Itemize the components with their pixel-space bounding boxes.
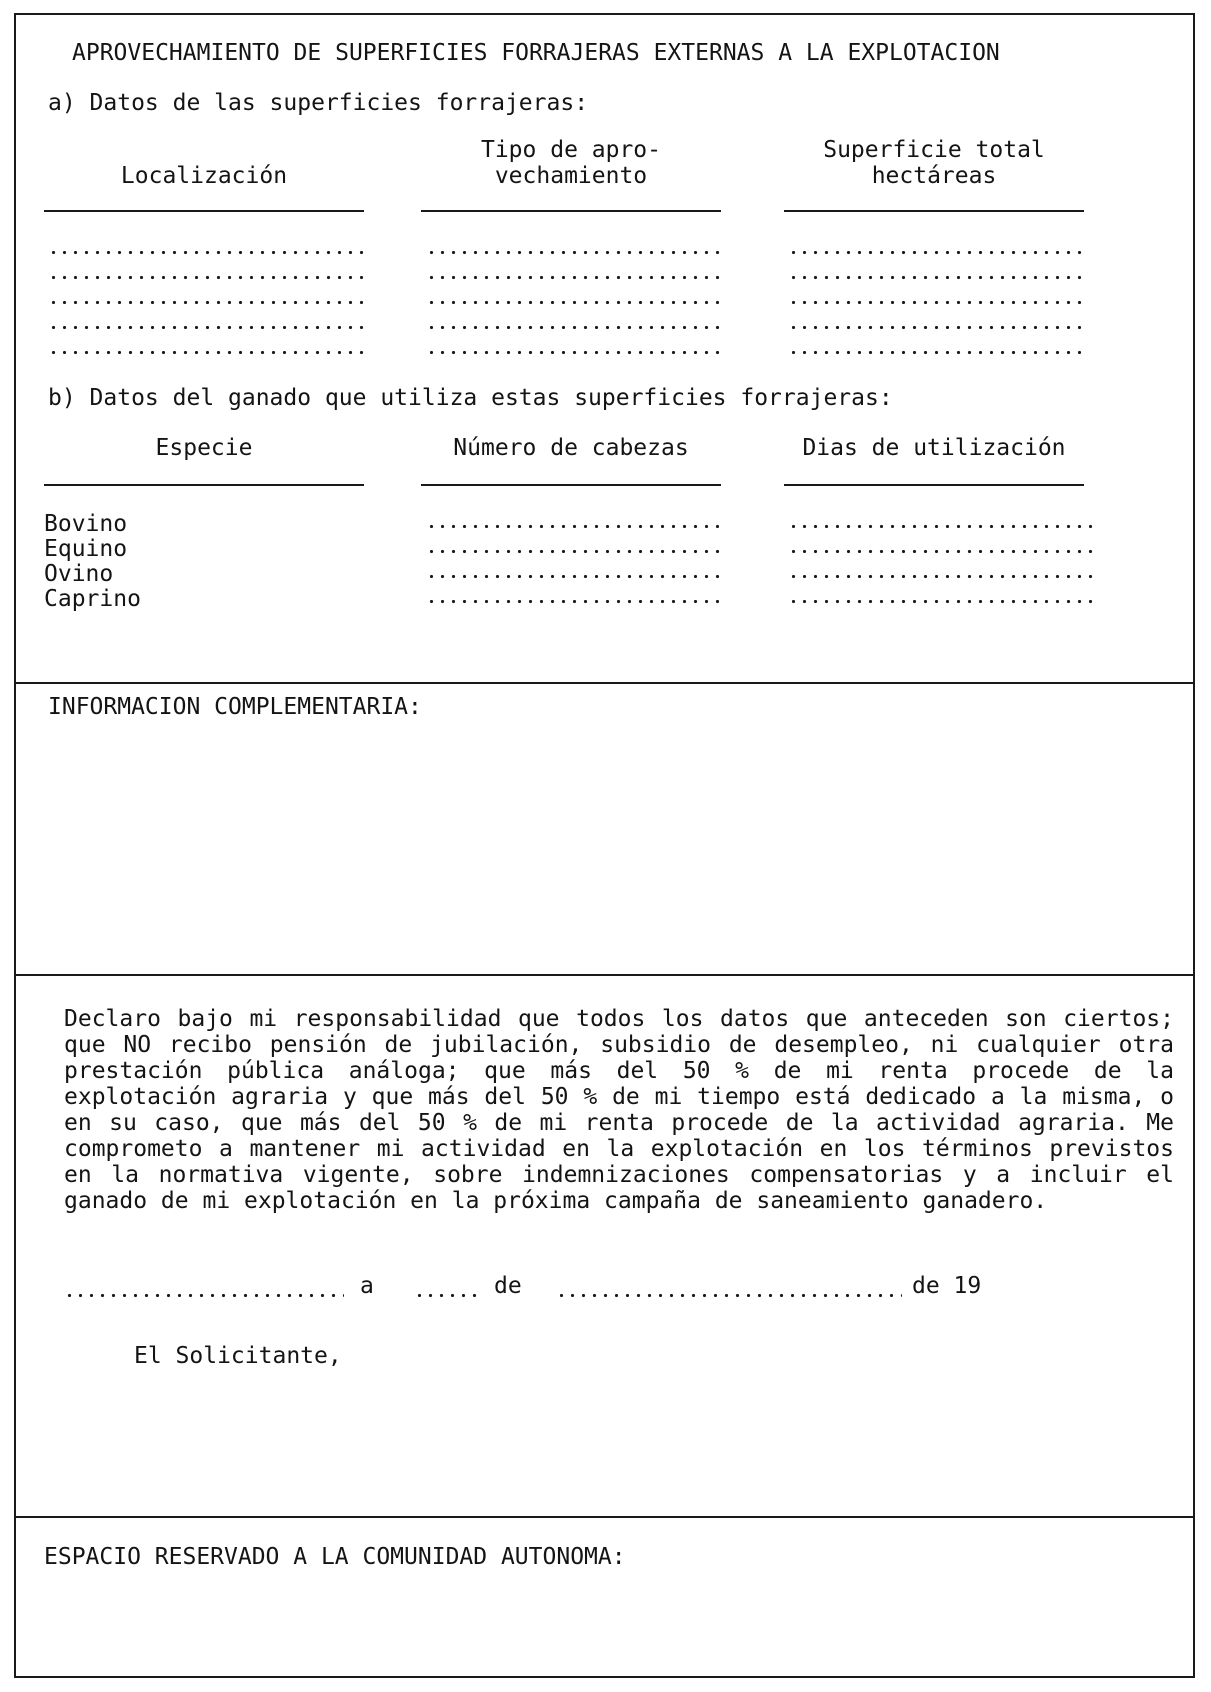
- surface-blank-col-2: [426, 350, 720, 355]
- livestock-blank-col-1: [426, 599, 720, 604]
- date-connector-a: a: [360, 1273, 374, 1299]
- surface-blank-col-2: [426, 250, 720, 255]
- column-header-localizacion: Localización: [120, 163, 288, 189]
- surface-blank-col-1: [48, 275, 366, 280]
- month-blank: [556, 1293, 902, 1298]
- species-bovino: Bovino: [44, 511, 128, 537]
- species-caprino: Caprino: [44, 586, 141, 612]
- reserved-section: [16, 1518, 1193, 1676]
- header-rule: [784, 484, 1084, 486]
- column-header-especie: Especie: [155, 435, 253, 461]
- day-blank: [414, 1293, 482, 1298]
- forage-section-title: APROVECHAMIENTO DE SUPERFICIES FORRAJERAS EXTERNAS A LA EXPLOTACION: [72, 40, 1000, 66]
- declaration-text: Declaro bajo mi responsabilidad que todos los datos que anteceden son ciertos; que NO recibo pensión de jubilación, subsidio de desempleo, ni cualquier otra prestación pública análoga; que más del 50 % de mi renta procede de la explotación agraria y que más del 50 % de mi tiempo está dedicado a la misma, o en su caso, que más del 50 % de mi renta procede de la actividad agraria. Me comprometo a mantener mi actividad en la explotación en los términos previstos en la normativa vigente, sobre indemnizaciones compensatorias y a incluir el ganado de mi explotación en la próxima campaña de saneamiento ganadero.: [64, 1006, 1174, 1214]
- header-rule: [44, 210, 364, 212]
- livestock-blank-col-2: [788, 599, 1098, 604]
- form: [14, 13, 1195, 1678]
- surface-blank-col-3: [788, 250, 1086, 255]
- surface-blank-col-3: [788, 300, 1086, 305]
- livestock-blank-col-2: [788, 549, 1098, 554]
- part-b-label: b) Datos del ganado que utiliza estas superficies forrajeras:: [48, 385, 893, 411]
- livestock-blank-col-2: [788, 574, 1098, 579]
- header-rule: [784, 210, 1084, 212]
- surface-blank-col-2: [426, 300, 720, 305]
- header-rule: [44, 484, 364, 486]
- header-rule: [421, 484, 721, 486]
- place-blank: [64, 1293, 344, 1298]
- header-rule: [421, 210, 721, 212]
- part-a-label: a) Datos de las superficies forrajeras:: [48, 90, 589, 116]
- surface-blank-col-1: [48, 325, 366, 330]
- livestock-blank-col-1: [426, 524, 720, 529]
- livestock-blank-col-1: [426, 574, 720, 579]
- date-connector-de: de: [494, 1273, 522, 1299]
- complementary-info-section: [16, 684, 1193, 976]
- forage-section: [16, 15, 1193, 684]
- column-header-dias-utilizacion: Dias de utilización: [802, 435, 1066, 461]
- surface-blank-col-2: [426, 325, 720, 330]
- livestock-blank-col-2: [788, 524, 1098, 529]
- date-year-prefix: de 19: [912, 1273, 982, 1299]
- surface-blank-col-3: [788, 325, 1086, 330]
- column-header-superficie-total: Superficie total hectáreas: [823, 137, 1045, 189]
- surface-blank-col-3: [788, 350, 1086, 355]
- surface-blank-col-1: [48, 300, 366, 305]
- declaration-section: [16, 976, 1193, 1518]
- surface-blank-col-3: [788, 275, 1086, 280]
- livestock-blank-col-1: [426, 549, 720, 554]
- reserved-section-title: ESPACIO RESERVADO A LA COMUNIDAD AUTONOMA:: [44, 1544, 626, 1570]
- surface-blank-col-1: [48, 250, 366, 255]
- signature-label: El Solicitante,: [134, 1343, 342, 1369]
- column-header-tipo-aprovechamiento: Tipo de apro- vechamiento: [480, 137, 661, 189]
- surface-blank-col-2: [426, 275, 720, 280]
- surface-blank-col-1: [48, 350, 366, 355]
- complementary-info-title: INFORMACION COMPLEMENTARIA:: [48, 694, 422, 720]
- species-ovino: Ovino: [44, 561, 114, 587]
- column-header-numero-cabezas: Número de cabezas: [453, 435, 689, 461]
- species-equino: Equino: [44, 536, 128, 562]
